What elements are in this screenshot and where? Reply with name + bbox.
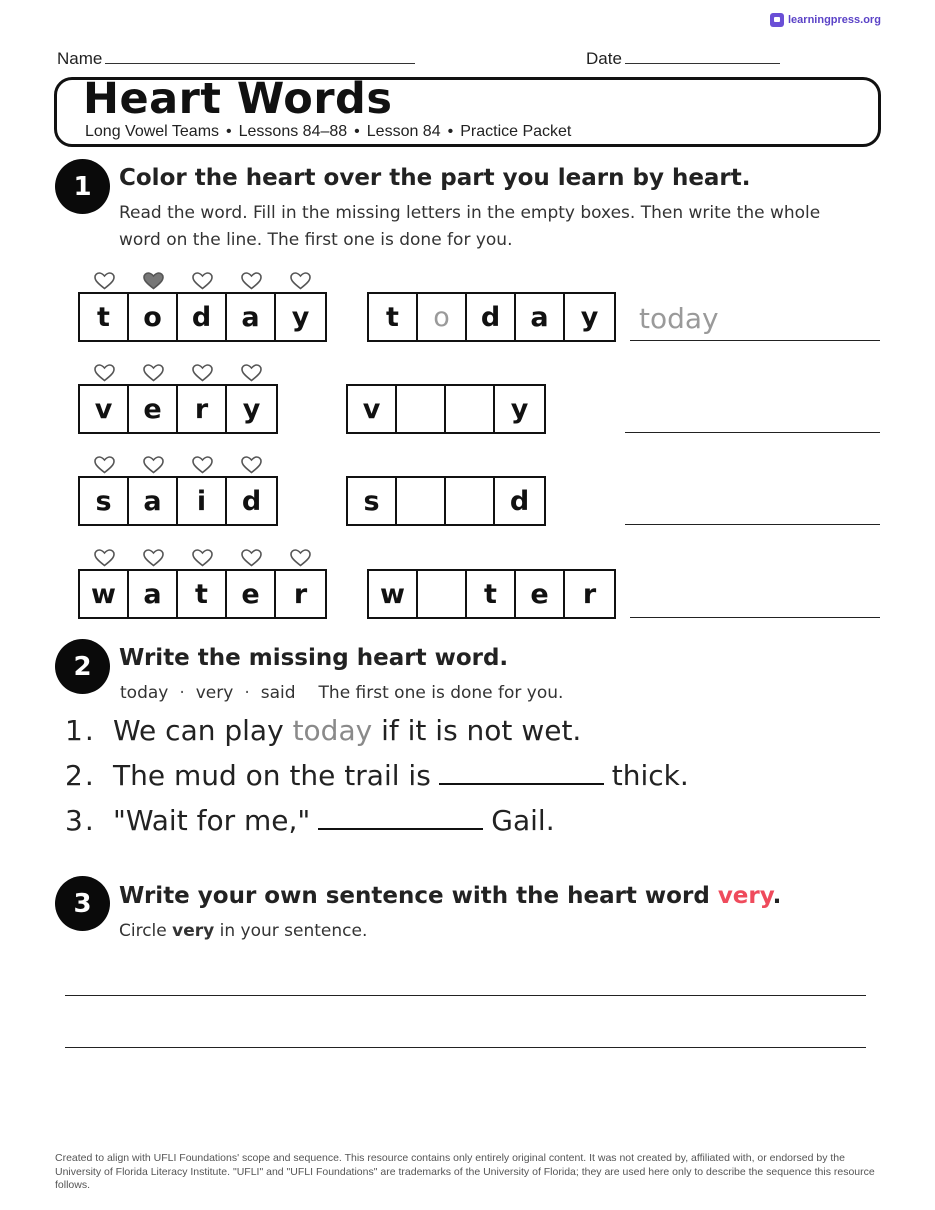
heart-outline-icon[interactable] bbox=[178, 549, 227, 567]
book-icon bbox=[770, 13, 784, 27]
letter-box: a bbox=[129, 571, 178, 617]
answer-blank[interactable] bbox=[439, 759, 604, 785]
heart-outline-icon[interactable] bbox=[129, 456, 178, 474]
heading-text: Write your own sentence with the heart word bbox=[119, 883, 710, 909]
instruction-text: in your sentence. bbox=[219, 921, 368, 941]
heart-outline-icon[interactable] bbox=[227, 272, 276, 290]
heart-outline-icon[interactable] bbox=[227, 364, 276, 382]
sentence-number: 2. bbox=[65, 759, 96, 792]
page-subtitle bbox=[85, 123, 571, 141]
heart-outline-icon[interactable] bbox=[227, 456, 276, 474]
word-answer-line[interactable] bbox=[630, 574, 880, 618]
subtitle-part: Practice Packet bbox=[460, 123, 572, 140]
word-bank-item: today bbox=[120, 683, 169, 703]
letter-box: d bbox=[467, 294, 516, 340]
title-box bbox=[54, 74, 881, 147]
sentence-number: 1. bbox=[65, 714, 96, 747]
name-field[interactable] bbox=[57, 46, 415, 69]
footer-disclaimer: Created to align with UFLI Foundations' scope and sequence. This resource contains only entirely original content. It was not created by, affiliated with, or endorsed by the University of Florida Literacy Institute. "UFLI" and "UFLI Foundations" are trademarks of the University of Florida; they are used here only to describe the sequence this resource follows. bbox=[55, 1152, 875, 1191]
word-answer-line[interactable] bbox=[625, 481, 880, 525]
letter-box: t bbox=[369, 294, 418, 340]
letter-box: s bbox=[80, 478, 129, 524]
empty-letter-box[interactable] bbox=[446, 386, 495, 432]
fill-in-letter-boxes bbox=[367, 569, 616, 619]
word-letter-boxes bbox=[78, 384, 278, 434]
letter-box: w bbox=[369, 571, 418, 617]
section-3-badge: 3 bbox=[55, 876, 110, 931]
sentence-text: We can play bbox=[113, 714, 284, 747]
answer-blank[interactable] bbox=[318, 804, 483, 830]
brand-logo[interactable] bbox=[770, 13, 881, 27]
heart-outline-icon[interactable] bbox=[129, 364, 178, 382]
date-field[interactable] bbox=[586, 46, 780, 69]
section-1-heading: Color the heart over the part you learn by heart. bbox=[119, 165, 751, 191]
subtitle-separator: • bbox=[447, 123, 454, 140]
empty-letter-box[interactable] bbox=[397, 386, 446, 432]
letter-box: r bbox=[582, 578, 597, 610]
letter-box: w bbox=[80, 571, 129, 617]
sentence-number: 3. bbox=[65, 804, 96, 837]
heart-outline-icon[interactable] bbox=[80, 272, 129, 290]
section-1-instructions: Read the word. Fill in the missing letters in the empty boxes. Then write the whole word on the line. The first one is done for you. bbox=[119, 203, 821, 250]
sentence-answer[interactable]: today bbox=[292, 714, 373, 747]
sentence-3 bbox=[65, 804, 555, 837]
section-3-heading bbox=[119, 883, 781, 909]
letter-box: o bbox=[418, 294, 467, 340]
subtitle-part: Lessons 84–88 bbox=[238, 123, 348, 140]
letter-box: d bbox=[178, 294, 227, 340]
sentence-text: Gail. bbox=[491, 804, 555, 837]
letter-box: v bbox=[348, 386, 397, 432]
sentence-write-line[interactable] bbox=[65, 1047, 866, 1048]
word-answer-line[interactable]: today bbox=[630, 297, 880, 341]
section-3-instructions bbox=[119, 918, 367, 945]
heart-outline-icon[interactable] bbox=[178, 456, 227, 474]
section-2-badge: 2 bbox=[55, 639, 110, 694]
brand-text: learningpress.org bbox=[788, 14, 881, 26]
heart-outline-icon[interactable] bbox=[276, 549, 325, 567]
sentence-write-line[interactable] bbox=[65, 995, 866, 996]
subtitle-part: Long Vowel Teams bbox=[85, 123, 220, 140]
heart-outline-icon[interactable] bbox=[80, 549, 129, 567]
section-2-heading: Write the missing heart word. bbox=[119, 645, 509, 671]
letter-box: a bbox=[129, 478, 178, 524]
letter-box: y bbox=[510, 393, 529, 425]
word-letter-boxes bbox=[78, 476, 278, 526]
instruction-word: very bbox=[172, 921, 215, 941]
word-bank-separator: · bbox=[179, 683, 185, 703]
letter-box: d bbox=[241, 485, 262, 517]
heart-row bbox=[80, 549, 325, 567]
heading-punct: . bbox=[772, 883, 782, 909]
letter-box: a bbox=[516, 294, 565, 340]
heart-outline-icon[interactable] bbox=[276, 272, 325, 290]
letter-box: t bbox=[80, 294, 129, 340]
letter-box: o bbox=[129, 294, 178, 340]
word-answer-line[interactable] bbox=[625, 389, 880, 433]
letter-box: y bbox=[291, 301, 310, 333]
sentence-text: thick. bbox=[611, 759, 689, 792]
heart-outline-icon[interactable] bbox=[80, 456, 129, 474]
empty-letter-box[interactable] bbox=[397, 478, 446, 524]
heart-outline-icon[interactable] bbox=[178, 364, 227, 382]
name-line[interactable] bbox=[105, 46, 415, 64]
sentence-text: The mud on the trail is bbox=[113, 759, 431, 792]
letter-box: t bbox=[467, 571, 516, 617]
heart-outline-icon[interactable] bbox=[80, 364, 129, 382]
sentence-1 bbox=[65, 714, 581, 747]
word-bank-separator: · bbox=[244, 683, 250, 703]
heart-filled-icon[interactable] bbox=[129, 272, 178, 290]
instruction-text: Circle bbox=[119, 921, 167, 941]
subtitle-part: Lesson 84 bbox=[366, 123, 441, 140]
heart-outline-icon[interactable] bbox=[227, 549, 276, 567]
letter-box: r bbox=[293, 578, 308, 610]
letter-box: a bbox=[227, 294, 276, 340]
word-letter-boxes bbox=[78, 569, 327, 619]
fill-in-letter-boxes bbox=[367, 292, 616, 342]
heart-row bbox=[80, 364, 276, 382]
sentence-text: "Wait for me," bbox=[113, 804, 311, 837]
letter-box: i bbox=[178, 478, 227, 524]
date-label: Date bbox=[586, 49, 622, 68]
name-label: Name bbox=[57, 49, 103, 68]
heart-row bbox=[80, 272, 325, 290]
word-bank bbox=[120, 683, 563, 703]
heading-heart-word: very bbox=[717, 883, 773, 909]
sentence-2 bbox=[65, 759, 689, 792]
word-bank-item: said bbox=[260, 683, 296, 703]
letter-box: e bbox=[516, 571, 565, 617]
letter-box: t bbox=[178, 571, 227, 617]
fill-in-letter-boxes bbox=[346, 384, 546, 434]
sentence-text: if it is not wet. bbox=[381, 714, 582, 747]
word-bank-item: very bbox=[195, 683, 234, 703]
heart-outline-icon[interactable] bbox=[129, 549, 178, 567]
heart-outline-icon[interactable] bbox=[178, 272, 227, 290]
subtitle-separator: • bbox=[226, 123, 232, 140]
page-title: Heart Words bbox=[83, 74, 393, 124]
letter-box: r bbox=[178, 386, 227, 432]
word-letter-boxes bbox=[78, 292, 327, 342]
heart-row bbox=[80, 456, 276, 474]
letter-box: e bbox=[129, 386, 178, 432]
letter-box: e bbox=[227, 571, 276, 617]
empty-letter-box[interactable] bbox=[418, 571, 467, 617]
subtitle-separator: • bbox=[354, 123, 360, 140]
date-line[interactable] bbox=[625, 46, 780, 64]
empty-letter-box[interactable] bbox=[446, 478, 495, 524]
fill-in-letter-boxes bbox=[346, 476, 546, 526]
letter-box: s bbox=[348, 478, 397, 524]
word-bank-note: The first one is done for you. bbox=[318, 683, 564, 703]
letter-box: y bbox=[242, 393, 261, 425]
letter-box: d bbox=[509, 485, 530, 517]
letter-box: y bbox=[580, 301, 599, 333]
letter-box: v bbox=[80, 386, 129, 432]
section-1-badge: 1 bbox=[55, 159, 110, 214]
